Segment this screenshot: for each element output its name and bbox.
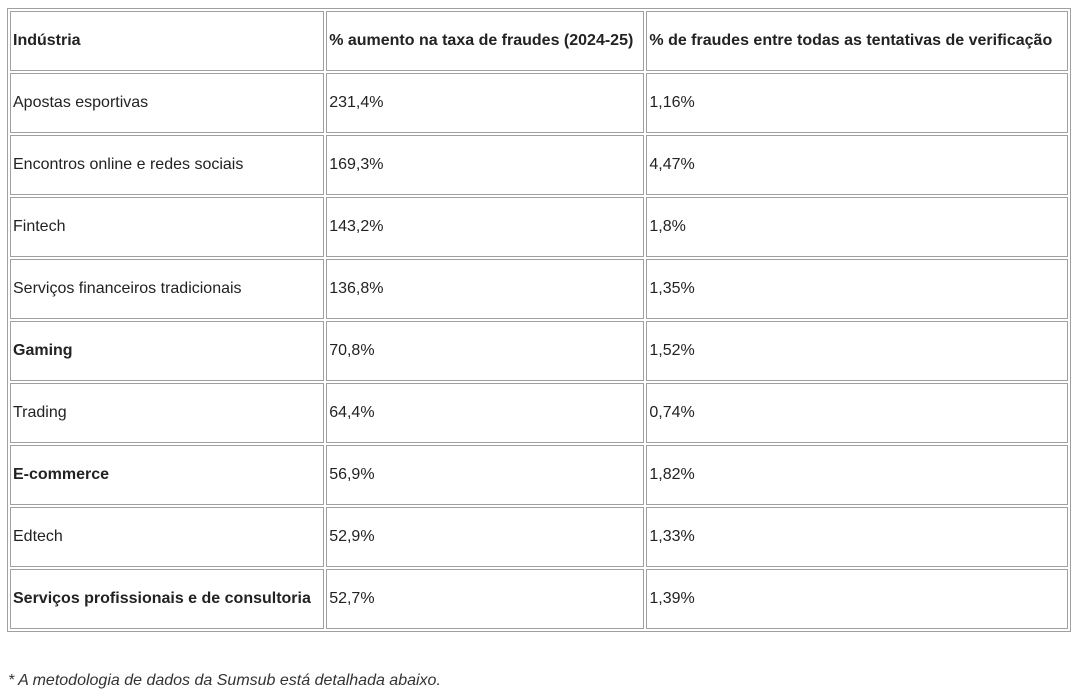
fraud-table: [7, 8, 1071, 632]
cell-industry: Gaming: [10, 321, 324, 381]
fraud-table-container: [7, 8, 1071, 632]
cell-increase: 56,9%: [326, 445, 644, 505]
cell-industry: Trading: [10, 383, 324, 443]
table-row: [10, 197, 1068, 257]
methodology-footnote: * A metodologia de dados da Sumsub está detalhada abaixo.: [8, 672, 441, 689]
header-fraud-share: % de fraudes entre todas as tentativas de verificação: [646, 11, 1068, 71]
cell-share: 1,8%: [646, 197, 1068, 257]
table-row: [10, 507, 1068, 567]
cell-increase: 143,2%: [326, 197, 644, 257]
table-row: [10, 259, 1068, 319]
table-header-row: [10, 11, 1068, 71]
table-row: [10, 445, 1068, 505]
cell-industry: Apostas esportivas: [10, 73, 324, 133]
cell-share: 1,33%: [646, 507, 1068, 567]
table-row: [10, 569, 1068, 629]
cell-share: 1,35%: [646, 259, 1068, 319]
header-fraud-increase: % aumento na taxa de fraudes (2024-25): [326, 11, 644, 71]
cell-increase: 64,4%: [326, 383, 644, 443]
cell-share: 4,47%: [646, 135, 1068, 195]
cell-increase: 70,8%: [326, 321, 644, 381]
cell-share: 1,82%: [646, 445, 1068, 505]
cell-increase: 136,8%: [326, 259, 644, 319]
cell-increase: 52,7%: [326, 569, 644, 629]
cell-share: 0,74%: [646, 383, 1068, 443]
cell-increase: 169,3%: [326, 135, 644, 195]
cell-industry: Serviços financeiros tradicionais: [10, 259, 324, 319]
table-row: [10, 321, 1068, 381]
cell-share: 1,16%: [646, 73, 1068, 133]
cell-industry: Fintech: [10, 197, 324, 257]
cell-industry: Serviços profissionais e de consultoria: [10, 569, 324, 629]
header-industry: Indústria: [10, 11, 324, 71]
cell-industry: E-commerce: [10, 445, 324, 505]
cell-increase: 231,4%: [326, 73, 644, 133]
table-row: [10, 383, 1068, 443]
cell-share: 1,52%: [646, 321, 1068, 381]
cell-industry: Encontros online e redes sociais: [10, 135, 324, 195]
table-row: [10, 135, 1068, 195]
table-row: [10, 73, 1068, 133]
cell-increase: 52,9%: [326, 507, 644, 567]
cell-share: 1,39%: [646, 569, 1068, 629]
cell-industry: Edtech: [10, 507, 324, 567]
